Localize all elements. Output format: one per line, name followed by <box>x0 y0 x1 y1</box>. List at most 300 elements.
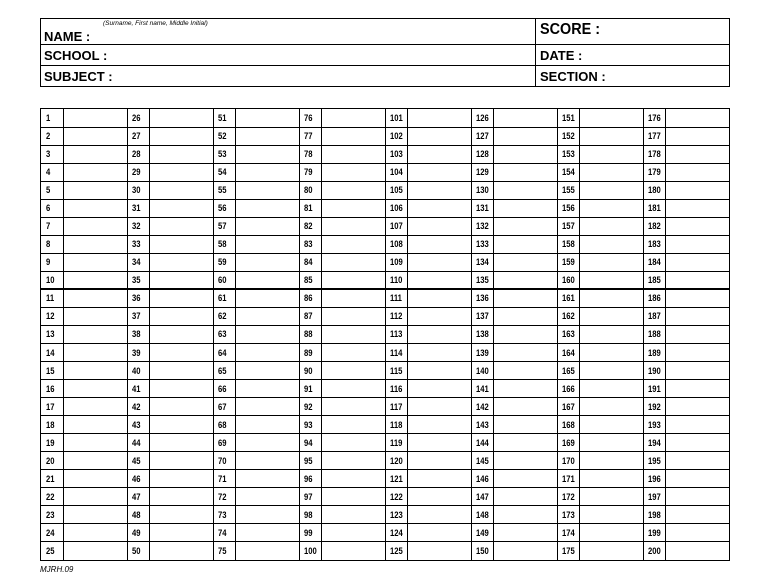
form-code: MJRH.09 <box>40 565 74 574</box>
answer-cell[interactable] <box>494 307 556 325</box>
item-number: 148 <box>476 509 489 520</box>
answer-cell[interactable] <box>150 253 212 271</box>
answer-cell[interactable] <box>580 362 642 380</box>
item-number: 29 <box>132 167 141 178</box>
answer-column <box>471 109 557 560</box>
item-number: 6 <box>46 203 51 214</box>
item-number: 25 <box>46 545 55 556</box>
answer-column <box>385 109 471 560</box>
answer-cell[interactable] <box>580 452 642 470</box>
answer-cell[interactable] <box>666 506 728 524</box>
item-number: 88 <box>304 329 313 340</box>
answer-cell[interactable] <box>150 362 212 380</box>
answer-cell[interactable] <box>494 470 556 488</box>
answer-cell[interactable] <box>408 289 470 307</box>
item-number: 184 <box>648 257 661 268</box>
answer-cell[interactable] <box>236 488 298 506</box>
item-number: 18 <box>46 419 55 430</box>
answer-cell[interactable] <box>666 470 728 488</box>
answer-cell[interactable] <box>666 362 728 380</box>
item-number: 52 <box>218 131 227 142</box>
answer-cell[interactable] <box>666 145 728 163</box>
answer-cell[interactable] <box>150 524 212 542</box>
answer-cell[interactable] <box>666 452 728 470</box>
answer-cell[interactable] <box>150 289 212 307</box>
answer-cell[interactable] <box>494 325 556 343</box>
answer-cell[interactable] <box>236 362 298 380</box>
item-number: 120 <box>390 455 403 466</box>
answer-cell[interactable] <box>322 524 384 542</box>
answer-cell[interactable] <box>494 524 556 542</box>
item-number: 55 <box>218 185 227 196</box>
answer-cell[interactable] <box>64 506 126 524</box>
item-number: 84 <box>304 257 313 268</box>
item-number: 179 <box>648 167 661 178</box>
answer-cell[interactable] <box>580 271 642 289</box>
answer-cell[interactable] <box>236 470 298 488</box>
item-number: 12 <box>46 311 55 322</box>
answer-cell[interactable] <box>322 380 384 398</box>
answer-cell[interactable] <box>580 344 642 362</box>
answer-cell[interactable] <box>666 488 728 506</box>
item-number: 151 <box>562 113 575 123</box>
answer-cell[interactable] <box>150 217 212 235</box>
answer-cell[interactable] <box>408 199 470 217</box>
answer-column <box>299 109 385 560</box>
answer-cell[interactable] <box>150 470 212 488</box>
answer-cell[interactable] <box>666 380 728 398</box>
answer-cell[interactable] <box>666 524 728 542</box>
answer-cell[interactable] <box>322 181 384 199</box>
answer-cell[interactable] <box>408 542 470 560</box>
item-number: 50 <box>132 545 141 556</box>
answer-cell[interactable] <box>580 434 642 452</box>
answer-cell[interactable] <box>150 542 212 560</box>
answer-cell[interactable] <box>64 109 126 127</box>
answer-cell[interactable] <box>150 307 212 325</box>
answer-cell[interactable] <box>322 488 384 506</box>
item-number: 176 <box>648 113 661 123</box>
answer-cell[interactable] <box>580 470 642 488</box>
answer-cell[interactable] <box>666 217 728 235</box>
answer-cell[interactable] <box>150 506 212 524</box>
answer-cell[interactable] <box>150 235 212 253</box>
item-number: 66 <box>218 383 227 394</box>
answer-cell[interactable] <box>580 506 642 524</box>
answer-cell[interactable] <box>64 271 126 289</box>
answer-cell[interactable] <box>150 488 212 506</box>
answer-cell[interactable] <box>408 362 470 380</box>
answer-cell[interactable] <box>236 416 298 434</box>
answer-cell[interactable] <box>494 434 556 452</box>
answer-cell[interactable] <box>494 289 556 307</box>
answer-cell[interactable] <box>322 145 384 163</box>
item-number: 38 <box>132 329 141 340</box>
item-number: 98 <box>304 509 313 520</box>
answer-cell[interactable] <box>666 127 728 145</box>
answer-cell[interactable] <box>236 253 298 271</box>
answer-cell[interactable] <box>494 506 556 524</box>
answer-cell[interactable] <box>408 488 470 506</box>
answer-cell[interactable] <box>236 506 298 524</box>
item-number: 131 <box>476 203 489 214</box>
item-number: 152 <box>562 131 575 142</box>
item-number: 33 <box>132 239 141 250</box>
item-number: 17 <box>46 401 55 412</box>
answer-cell[interactable] <box>408 181 470 199</box>
answer-cell[interactable] <box>322 253 384 271</box>
answer-cell[interactable] <box>236 127 298 145</box>
answer-cell[interactable] <box>322 307 384 325</box>
answer-cell[interactable] <box>666 289 728 307</box>
answer-cell[interactable] <box>666 344 728 362</box>
answer-cell[interactable] <box>322 163 384 181</box>
answer-cell[interactable] <box>64 163 126 181</box>
answer-cell[interactable] <box>150 199 212 217</box>
answer-cell[interactable] <box>236 271 298 289</box>
answer-cell[interactable] <box>408 109 470 127</box>
answer-cell[interactable] <box>580 217 642 235</box>
answer-cell[interactable] <box>322 109 384 127</box>
answer-cell[interactable] <box>494 416 556 434</box>
answer-cell[interactable] <box>580 380 642 398</box>
answer-cell[interactable] <box>408 380 470 398</box>
item-number: 78 <box>304 149 313 160</box>
answer-cell[interactable] <box>580 145 642 163</box>
item-number: 107 <box>390 221 403 232</box>
answer-cell[interactable] <box>322 506 384 524</box>
answer-cell[interactable] <box>150 109 212 127</box>
answer-cell[interactable] <box>236 109 298 127</box>
answer-cell[interactable] <box>666 163 728 181</box>
answer-cell[interactable] <box>236 452 298 470</box>
item-number: 91 <box>304 383 313 394</box>
answer-cell[interactable] <box>64 434 126 452</box>
answer-cell[interactable] <box>150 325 212 343</box>
item-number: 123 <box>390 509 403 520</box>
item-number: 23 <box>46 509 55 520</box>
answer-cell[interactable] <box>666 235 728 253</box>
answer-cell[interactable] <box>666 434 728 452</box>
item-number: 198 <box>648 509 661 520</box>
answer-cell[interactable] <box>150 398 212 416</box>
answer-cell[interactable] <box>64 217 126 235</box>
answer-cell[interactable] <box>322 470 384 488</box>
answer-cell[interactable] <box>408 127 470 145</box>
answer-cell[interactable] <box>494 181 556 199</box>
answer-cell[interactable] <box>64 289 126 307</box>
answer-cell[interactable] <box>408 271 470 289</box>
answer-cell[interactable] <box>408 416 470 434</box>
answer-cell[interactable] <box>64 181 126 199</box>
item-number: 106 <box>390 203 403 214</box>
answer-cell[interactable] <box>408 506 470 524</box>
answer-cell[interactable] <box>666 271 728 289</box>
answer-cell[interactable] <box>580 253 642 271</box>
answer-cell[interactable] <box>64 362 126 380</box>
item-number: 89 <box>304 347 313 358</box>
answer-cell[interactable] <box>322 398 384 416</box>
answer-cell[interactable] <box>580 127 642 145</box>
answer-cell[interactable] <box>64 253 126 271</box>
item-number: 28 <box>132 149 141 160</box>
answer-cell[interactable] <box>322 416 384 434</box>
answer-cell[interactable] <box>408 253 470 271</box>
item-number: 112 <box>390 311 403 322</box>
answer-cell[interactable] <box>236 542 298 560</box>
item-number: 90 <box>304 365 313 376</box>
answer-cell[interactable] <box>150 145 212 163</box>
answer-cell[interactable] <box>580 199 642 217</box>
answer-cell[interactable] <box>494 542 556 560</box>
item-number: 20 <box>46 455 55 466</box>
answer-cell[interactable] <box>580 325 642 343</box>
name-hint: (Surname, First name, Middle Initial) <box>103 20 208 27</box>
answer-cell[interactable] <box>236 307 298 325</box>
answer-cell[interactable] <box>64 145 126 163</box>
item-number: 40 <box>132 365 141 376</box>
item-number: 70 <box>218 455 227 466</box>
answer-cell[interactable] <box>150 416 212 434</box>
item-number: 187 <box>648 311 661 322</box>
answer-cell[interactable] <box>580 398 642 416</box>
item-number: 153 <box>562 149 575 160</box>
item-number: 13 <box>46 329 55 340</box>
answer-cell[interactable] <box>666 542 728 560</box>
item-number: 136 <box>476 293 489 304</box>
answer-cell[interactable] <box>322 127 384 145</box>
item-number: 35 <box>132 275 141 286</box>
subject-row <box>41 66 729 87</box>
answer-cell[interactable] <box>64 542 126 560</box>
answer-cell[interactable] <box>666 416 728 434</box>
answer-cell[interactable] <box>408 434 470 452</box>
answer-cell[interactable] <box>494 344 556 362</box>
answer-cell[interactable] <box>494 235 556 253</box>
item-number: 47 <box>132 491 141 502</box>
answer-cell[interactable] <box>64 488 126 506</box>
answer-cell[interactable] <box>64 325 126 343</box>
item-number: 119 <box>390 437 403 448</box>
answer-cell[interactable] <box>64 344 126 362</box>
answer-cell[interactable] <box>408 217 470 235</box>
column-separator <box>385 109 386 560</box>
answer-cell[interactable] <box>150 163 212 181</box>
item-number: 103 <box>390 149 403 160</box>
answer-cell[interactable] <box>236 398 298 416</box>
answer-cell[interactable] <box>64 398 126 416</box>
answer-cell[interactable] <box>666 325 728 343</box>
item-number: 71 <box>218 473 227 484</box>
answer-cell[interactable] <box>580 488 642 506</box>
answer-cell[interactable] <box>64 380 126 398</box>
answer-cell[interactable] <box>236 325 298 343</box>
answer-cell[interactable] <box>494 380 556 398</box>
item-number: 73 <box>218 509 227 520</box>
answer-cell[interactable] <box>494 452 556 470</box>
item-number: 190 <box>648 365 661 376</box>
answer-cell[interactable] <box>408 163 470 181</box>
item-number: 194 <box>648 437 661 448</box>
item-number: 139 <box>476 347 489 358</box>
answer-cell[interactable] <box>64 235 126 253</box>
answer-cell[interactable] <box>64 127 126 145</box>
answer-cell[interactable] <box>494 127 556 145</box>
answer-cell[interactable] <box>150 434 212 452</box>
item-number: 158 <box>562 239 575 250</box>
answer-cell[interactable] <box>494 199 556 217</box>
answer-cell[interactable] <box>322 217 384 235</box>
item-number: 118 <box>390 419 403 430</box>
answer-cell[interactable] <box>666 307 728 325</box>
answer-cell[interactable] <box>408 470 470 488</box>
item-number: 41 <box>132 383 141 394</box>
item-number: 186 <box>648 293 661 304</box>
answer-cell[interactable] <box>236 145 298 163</box>
answer-cell[interactable] <box>580 289 642 307</box>
answer-cell[interactable] <box>494 398 556 416</box>
answer-cell[interactable] <box>408 452 470 470</box>
answer-cell[interactable] <box>236 217 298 235</box>
answer-cell[interactable] <box>150 452 212 470</box>
answer-cell[interactable] <box>322 542 384 560</box>
answer-cell[interactable] <box>322 362 384 380</box>
answer-cell[interactable] <box>64 452 126 470</box>
answer-cell[interactable] <box>494 362 556 380</box>
answer-cell[interactable] <box>580 181 642 199</box>
answer-cell[interactable] <box>666 398 728 416</box>
item-number: 44 <box>132 437 141 448</box>
item-number: 173 <box>562 509 575 520</box>
answer-cell[interactable] <box>408 325 470 343</box>
answer-cell[interactable] <box>150 181 212 199</box>
answer-cell[interactable] <box>236 163 298 181</box>
answer-cell[interactable] <box>580 163 642 181</box>
item-number: 137 <box>476 311 489 322</box>
answer-cell[interactable] <box>580 235 642 253</box>
answer-cell[interactable] <box>580 109 642 127</box>
answer-cell[interactable] <box>408 524 470 542</box>
student-info-box <box>40 18 730 87</box>
item-number: 169 <box>562 437 575 448</box>
item-number: 4 <box>46 167 51 178</box>
answer-cell[interactable] <box>494 109 556 127</box>
item-number: 57 <box>218 221 227 232</box>
answer-cell[interactable] <box>322 452 384 470</box>
answer-cell[interactable] <box>236 434 298 452</box>
item-number: 46 <box>132 473 141 484</box>
answer-cell[interactable] <box>666 181 728 199</box>
answer-cell[interactable] <box>322 344 384 362</box>
item-number: 126 <box>476 113 489 123</box>
answer-cell[interactable] <box>236 235 298 253</box>
answer-cell[interactable] <box>150 344 212 362</box>
item-number: 62 <box>218 311 227 322</box>
answer-cell[interactable] <box>236 344 298 362</box>
item-number: 21 <box>46 473 55 484</box>
item-number: 87 <box>304 311 313 322</box>
item-number: 11 <box>46 293 55 304</box>
answer-cell[interactable] <box>150 271 212 289</box>
answer-cell[interactable] <box>494 163 556 181</box>
answer-cell[interactable] <box>408 398 470 416</box>
item-number: 193 <box>648 419 661 430</box>
item-number: 30 <box>132 185 141 196</box>
answer-cell[interactable] <box>580 416 642 434</box>
answer-cell[interactable] <box>322 434 384 452</box>
column-separator <box>127 109 128 560</box>
item-number: 72 <box>218 491 227 502</box>
item-number: 97 <box>304 491 313 502</box>
answer-cell[interactable] <box>64 416 126 434</box>
answer-cell[interactable] <box>580 307 642 325</box>
answer-cell[interactable] <box>408 235 470 253</box>
item-number: 197 <box>648 491 661 502</box>
item-number: 172 <box>562 491 575 502</box>
item-number: 156 <box>562 203 575 214</box>
answer-cell[interactable] <box>64 470 126 488</box>
item-number: 80 <box>304 185 313 196</box>
answer-cell[interactable] <box>666 109 728 127</box>
answer-cell[interactable] <box>666 253 728 271</box>
item-number: 34 <box>132 257 141 268</box>
item-number: 104 <box>390 167 403 178</box>
answer-cell[interactable] <box>580 542 642 560</box>
item-number: 110 <box>390 275 403 286</box>
answer-cell[interactable] <box>64 524 126 542</box>
item-number: 159 <box>562 257 575 268</box>
answer-cell[interactable] <box>236 289 298 307</box>
answer-cell[interactable] <box>494 145 556 163</box>
answer-cell[interactable] <box>236 199 298 217</box>
item-number: 99 <box>304 527 313 538</box>
answer-cell[interactable] <box>322 199 384 217</box>
answer-cell[interactable] <box>580 524 642 542</box>
answer-cell[interactable] <box>236 524 298 542</box>
item-number: 48 <box>132 509 141 520</box>
answer-cell[interactable] <box>408 307 470 325</box>
answer-cell[interactable] <box>64 199 126 217</box>
item-number: 175 <box>562 545 575 556</box>
answer-cell[interactable] <box>494 253 556 271</box>
item-number: 144 <box>476 437 489 448</box>
answer-cell[interactable] <box>64 307 126 325</box>
answer-cell[interactable] <box>494 271 556 289</box>
answer-cell[interactable] <box>408 344 470 362</box>
item-number: 149 <box>476 527 489 538</box>
answer-cell[interactable] <box>236 380 298 398</box>
answer-cell[interactable] <box>408 145 470 163</box>
answer-cell[interactable] <box>322 289 384 307</box>
item-number: 7 <box>46 221 51 232</box>
answer-cell[interactable] <box>150 380 212 398</box>
item-number: 170 <box>562 455 575 466</box>
column-separator <box>471 109 472 560</box>
answer-cell[interactable] <box>322 271 384 289</box>
answer-cell[interactable] <box>322 235 384 253</box>
answer-cell[interactable] <box>666 199 728 217</box>
item-number: 129 <box>476 167 489 178</box>
item-number: 183 <box>648 239 661 250</box>
answer-cell[interactable] <box>236 181 298 199</box>
answer-cell[interactable] <box>322 325 384 343</box>
answer-cell[interactable] <box>494 217 556 235</box>
answer-cell[interactable] <box>150 127 212 145</box>
item-number: 199 <box>648 527 661 538</box>
item-number: 114 <box>390 347 403 358</box>
answer-cell[interactable] <box>494 488 556 506</box>
item-number: 69 <box>218 437 227 448</box>
